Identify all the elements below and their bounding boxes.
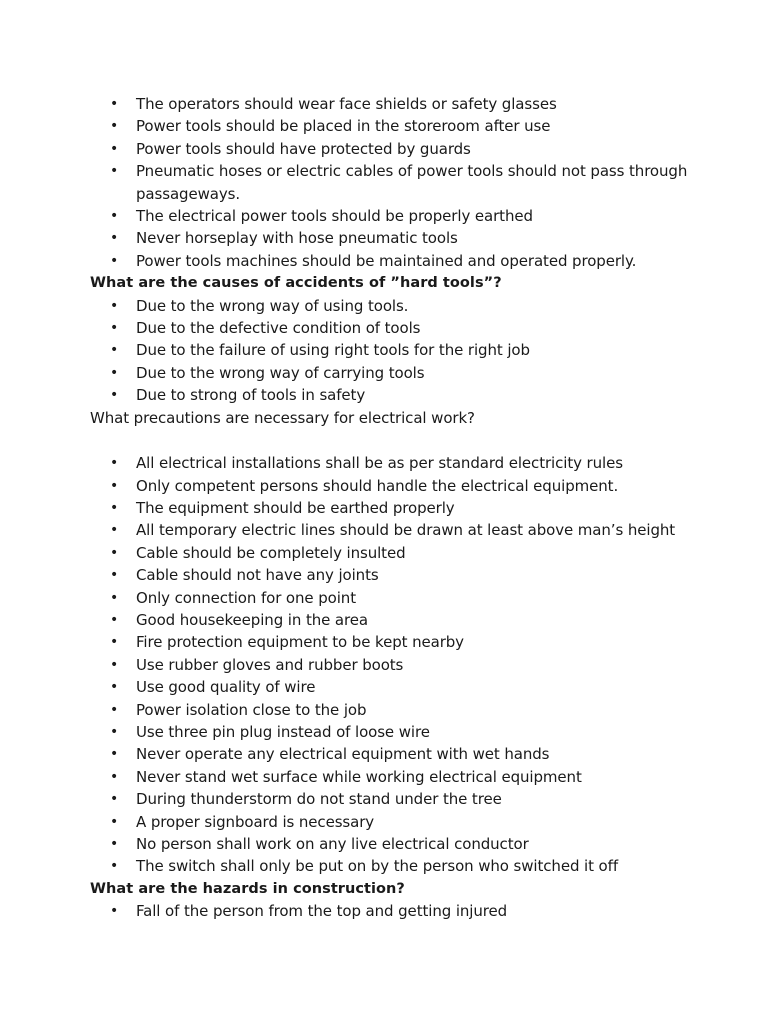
bullet-icon: • — [110, 455, 119, 472]
list-item — [90, 631, 730, 653]
bullet-icon: • — [110, 858, 119, 875]
list-item — [90, 676, 730, 698]
bullet-icon: • — [110, 544, 119, 561]
list-item — [90, 788, 730, 810]
list-item — [90, 654, 730, 676]
list-item-text: Due to the wrong way of carrying tools — [136, 363, 425, 382]
bullet-icon: • — [110, 118, 119, 135]
list-item — [90, 452, 730, 474]
list-item-text: Cable should not have any joints — [136, 566, 379, 585]
list-item — [90, 295, 730, 317]
hard-tools-heading: What are the causes of accidents of ”hard tools”? — [90, 275, 502, 292]
list-item — [90, 160, 730, 205]
bullet-icon: • — [110, 320, 119, 337]
bullet-icon: • — [110, 522, 119, 539]
list-item-text: Use rubber gloves and rubber boots — [136, 655, 404, 674]
list-item — [90, 811, 730, 833]
list-item-text: A proper signboard is necessary — [136, 812, 375, 831]
list-item — [90, 519, 730, 541]
list-item — [90, 699, 730, 721]
list-item — [90, 766, 730, 788]
list-item — [90, 721, 730, 743]
bullet-icon: • — [110, 252, 119, 269]
bullet-icon: • — [110, 342, 119, 359]
construction-hazards-list — [90, 900, 730, 922]
list-item — [90, 900, 730, 922]
bullet-icon: • — [110, 903, 119, 920]
list-item — [90, 205, 730, 227]
list-item-text: No person shall work on any live electrical conductor — [136, 835, 529, 853]
bullet-icon: • — [110, 836, 119, 852]
list-item — [90, 609, 730, 631]
bullet-icon: • — [110, 163, 119, 180]
list-item — [90, 317, 730, 339]
list-item-text: Power tools machines should be maintained and operated properly. — [136, 251, 637, 270]
bullet-icon: • — [110, 791, 119, 808]
hard-tools-causes-list — [90, 295, 730, 407]
bullet-icon: • — [110, 813, 119, 830]
bullet-icon: • — [110, 634, 119, 651]
list-item-text: The operators should wear face shields or safety glasses — [136, 95, 557, 113]
bullet-icon: • — [110, 140, 119, 157]
list-item-text: Never stand wet surface while working electrical equipment — [136, 767, 582, 786]
list-item-text: Cable should be completely insulted — [136, 543, 406, 562]
list-item — [90, 138, 730, 160]
bullet-icon: • — [110, 387, 119, 404]
list-item-text: Due to the defective condition of tools — [136, 319, 421, 338]
list-item — [90, 475, 730, 497]
list-item-text: Only connection for one point — [136, 588, 356, 607]
list-item-text: Fire protection equipment to be kept nearby — [136, 633, 464, 652]
electrical-precautions-heading: What precautions are necessary for electrical work? — [90, 408, 475, 427]
list-item — [90, 743, 730, 765]
list-item-text: Power isolation close to the job — [136, 700, 367, 719]
list-item-text: Due to the failure of using right tools for the right job — [136, 341, 530, 360]
list-item — [90, 384, 730, 406]
list-item — [90, 339, 730, 361]
bullet-icon: • — [110, 611, 119, 628]
list-item — [90, 250, 730, 272]
bullet-icon: • — [110, 746, 119, 763]
bullet-icon: • — [110, 656, 119, 673]
list-item-text: All temporary electric lines should be drawn at least above man’s height — [136, 521, 676, 540]
bullet-icon: • — [110, 499, 119, 516]
list-item-text: Never horseplay with hose pneumatic tools — [136, 229, 458, 248]
list-item — [90, 93, 730, 115]
bullet-icon: • — [110, 701, 119, 718]
list-item-text: The switch shall only be put on by the person who switched it off — [136, 857, 618, 876]
bullet-icon: • — [110, 723, 119, 740]
list-item — [90, 587, 730, 609]
bullet-icon: • — [110, 679, 119, 696]
list-item-text: Due to the wrong way of using tools. — [136, 296, 409, 315]
list-item-text: Use three pin plug instead of loose wire — [136, 722, 430, 741]
bullet-icon: • — [110, 768, 119, 785]
bullet-icon: • — [110, 477, 119, 494]
bullet-icon: • — [110, 230, 119, 247]
list-item — [90, 564, 730, 586]
bullet-icon: • — [110, 567, 119, 584]
electrical-precautions-list — [90, 452, 730, 878]
list-item — [90, 855, 730, 877]
list-item-text: Never operate any electrical equipment with wet hands — [136, 745, 550, 764]
bullet-icon: • — [110, 208, 119, 225]
list-item-text: Use good quality of wire — [136, 678, 316, 697]
document-content — [90, 93, 730, 923]
list-item — [90, 497, 730, 519]
list-item-text: Power tools should have protected by guards — [136, 139, 471, 158]
bullet-icon: • — [110, 589, 119, 606]
power-tools-list — [90, 93, 730, 272]
list-item — [90, 833, 730, 855]
list-item-text: Fall of the person from the top and getting injured — [136, 902, 508, 921]
list-item — [90, 227, 730, 249]
list-item-text: Pneumatic hoses or electric cables of power tools should not pass through passageways. — [136, 162, 688, 203]
list-item-text: Only competent persons should handle the electrical equipment. — [136, 476, 619, 495]
list-item — [90, 115, 730, 137]
list-item-text: During thunderstorm do not stand under the tree — [136, 790, 502, 809]
construction-hazards-heading: What are the hazards in construction? — [90, 880, 405, 897]
bullet-icon: • — [110, 96, 119, 112]
spacer — [90, 429, 730, 452]
list-item-text: Power tools should be placed in the storeroom after use — [136, 117, 551, 136]
list-item-text: The equipment should be earthed properly — [136, 498, 455, 517]
list-item-text: Good housekeeping in the area — [136, 610, 368, 629]
list-item — [90, 362, 730, 384]
list-item-text: All electrical installations shall be as per standard electricity rules — [136, 454, 623, 473]
list-item — [90, 542, 730, 564]
bullet-icon: • — [110, 297, 119, 314]
list-item-text: The electrical power tools should be properly earthed — [136, 207, 533, 226]
list-item-text: Due to strong of tools in safety — [136, 386, 366, 405]
bullet-icon: • — [110, 364, 119, 381]
